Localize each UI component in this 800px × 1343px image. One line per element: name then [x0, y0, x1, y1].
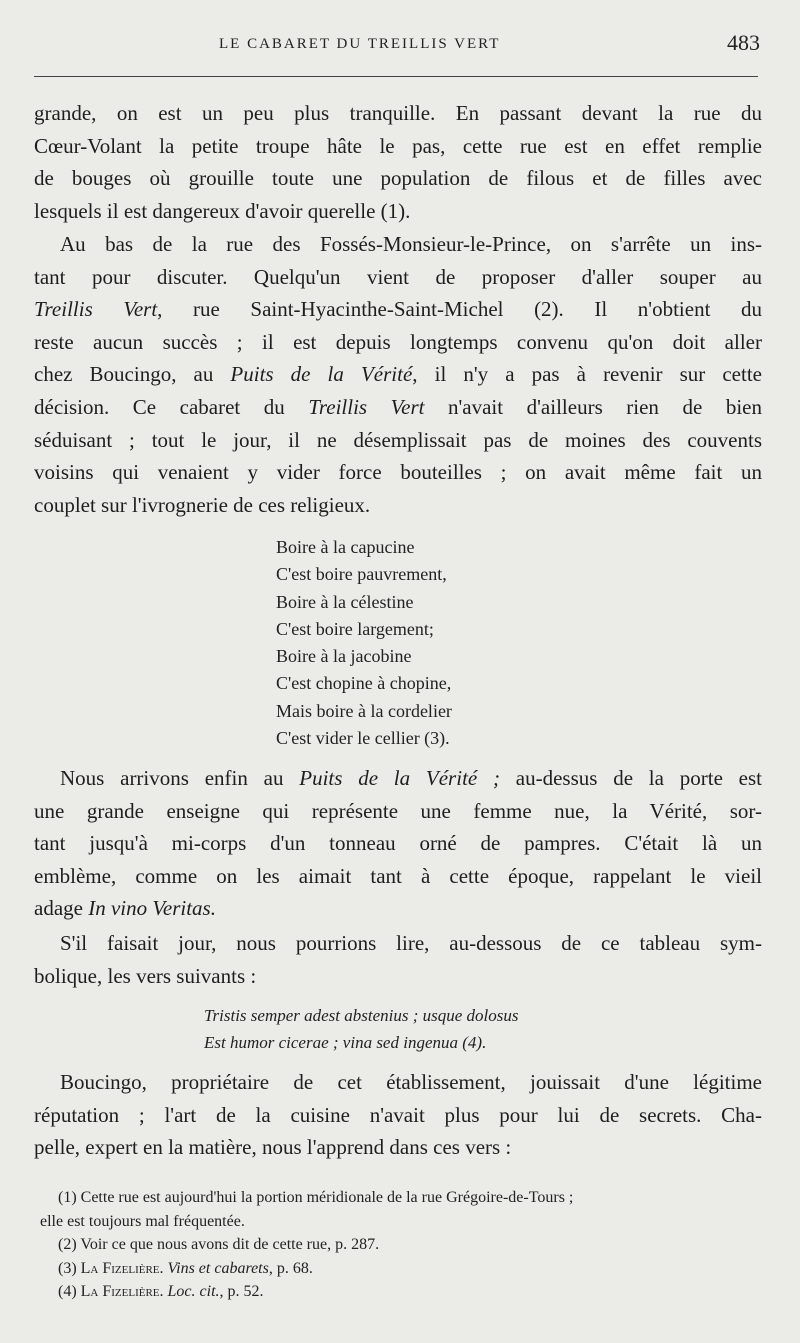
paragraph-1 — [34, 97, 762, 227]
latin-verse-line: Est humor cicerae ; vina sed ingenua (4). — [204, 1033, 487, 1052]
text-line: couplet sur l'ivrognerie de ces religieux. — [34, 492, 371, 517]
text-line: bolique, les vers suivants : — [34, 963, 257, 988]
text-line: réputation ; l'art de la cuisine n'avait plus pour lui de secrets. Cha- — [34, 1102, 762, 1127]
footnote-number: (3) — [58, 1259, 81, 1277]
text-line: voisins qui venaient y vider force bouteilles ; on avait même fait un — [34, 460, 762, 485]
text-line: Boucingo, propriétaire de cet établissement, jouissait d'une légitime — [60, 1070, 762, 1094]
footnote-number: (4) — [58, 1283, 81, 1300]
text-line: emblème, comme on les aimait tant à cette époque, rappelant le vieil — [34, 863, 762, 888]
running-title: LE CABARET DU TREILLIS VERT — [219, 36, 501, 52]
italic-title: Treillis Vert — [34, 297, 158, 322]
verse-line: C'est boire largement; — [276, 618, 434, 639]
footnote-2: (2) Voir ce que nous avons dit de cette rue, p. 287. — [58, 1236, 380, 1253]
text-line: séduisant ; tout le jour, il ne désemplissait pas de moines des couvents — [34, 427, 762, 452]
page-header — [34, 30, 760, 60]
text-line: tant pour discuter. Quelqu'un vient de proposer d'aller souper au — [34, 264, 762, 289]
text-fragment: n'avait d'ailleurs rien de bien — [424, 394, 762, 419]
verse-line: Boire à la célestine — [276, 591, 414, 612]
footnote-author: La Fizelière. — [80, 1283, 164, 1300]
text-line: reste aucun succès ; il est depuis longtemps convenu qu'on doit aller — [34, 329, 762, 354]
italic-title: Treillis Vert — [308, 394, 425, 419]
footnote-page: , p. 52. — [219, 1283, 264, 1300]
verse-line: C'est chopine à chopine, — [276, 673, 452, 694]
paragraph-5 — [34, 1066, 762, 1164]
verse-line: Boire à la capucine — [276, 537, 415, 557]
verse-line: Boire à la jacobine — [276, 646, 412, 667]
italic-title: Puits de la Vérité — [230, 362, 413, 387]
text-fragment: Nous arrivons enfin au — [60, 766, 300, 790]
latin-verse-line: Tristis semper adest abstenius ; usque dolosus — [204, 1006, 519, 1025]
text-line: grande, on est un peu plus tranquille. En passant devant la rue du — [34, 101, 762, 125]
footnote-1: (1) Cette rue est aujourd'hui la portion méridionale de la rue Grégoire-de-Tours ; — [58, 1189, 574, 1206]
verse-line: Mais boire à la cordelier — [276, 700, 452, 721]
footnote-title: Vins et cabarets — [167, 1259, 269, 1277]
text-line — [34, 391, 762, 424]
text-fragment: décision. Ce cabaret du — [34, 394, 309, 419]
header-rule — [34, 76, 758, 77]
text-line — [34, 358, 762, 391]
italic-title: Puits de la Vérité ; — [299, 766, 500, 790]
footnotes — [40, 1186, 762, 1304]
text-fragment: adage — [34, 896, 89, 921]
footnote-4 — [40, 1280, 762, 1304]
footnote-title: Loc. cit. — [167, 1283, 220, 1300]
text-fragment: au-dessus de la porte est — [500, 766, 762, 790]
paragraph-3 — [34, 762, 762, 925]
italic-phrase: In vino Veritas. — [88, 896, 216, 921]
text-line: pelle, expert en la matière, nous l'apprend dans ces vers : — [34, 1135, 512, 1160]
text-fragment: , il n'y a pas à revenir sur cette — [412, 362, 762, 387]
text-line: une grande enseigne qui représente une femme nue, la Vérité, sor- — [34, 798, 762, 823]
text-line: lesquels il est dangereux d'avoir querelle (1). — [34, 198, 411, 223]
text-line — [34, 293, 762, 326]
text-fragment: , rue Saint-Hyacinthe-Saint-Michel (2). Il n'obtient du — [157, 297, 762, 322]
page-number: 483 — [727, 30, 760, 55]
footnote-author: La Fizelière. — [80, 1259, 164, 1277]
text-line: Cœur-Volant la petite troupe hâte le pas, cette rue est en effet remplie — [34, 133, 762, 158]
footnote-1-continued: elle est toujours mal fréquentée. — [40, 1212, 245, 1230]
paragraph-2 — [34, 228, 762, 521]
footnote-3 — [40, 1257, 762, 1281]
verse-line: C'est boire pauvrement, — [276, 564, 447, 585]
text-fragment: chez Boucingo, au — [34, 362, 231, 387]
text-line — [34, 892, 762, 925]
paragraph-4 — [34, 927, 762, 992]
text-line: S'il faisait jour, nous pourrions lire, au-dessous de ce tableau sym- — [60, 931, 762, 955]
text-line: Au bas de la rue des Fossés-Monsieur-le-Prince, on s'arrête un ins- — [60, 232, 762, 256]
latin-verse-block — [204, 1002, 519, 1056]
text-line: tant jusqu'à mi-corps d'un tonneau orné de pampres. C'était là un — [34, 831, 762, 856]
text-line: de bouges où grouille toute une population de filous et de filles avec — [34, 166, 762, 191]
verse-line: C'est vider le cellier (3). — [276, 728, 450, 749]
text-line — [34, 762, 762, 795]
verse-block — [276, 534, 452, 752]
footnote-page: , p. 68. — [268, 1259, 313, 1277]
